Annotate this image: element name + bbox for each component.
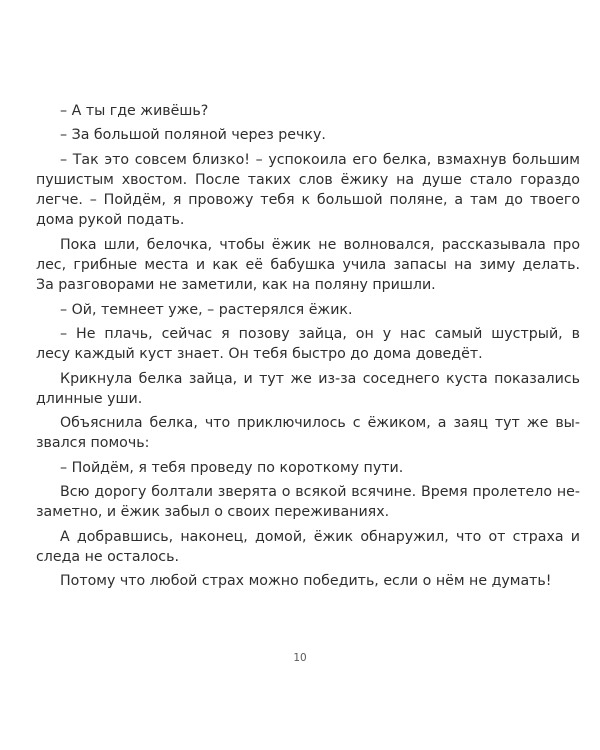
text-line: дома рукой подать. (36, 212, 185, 229)
text-line: Потому что любой страх можно победить, если о нём не думать! (60, 573, 552, 590)
paragraph-6 (36, 324, 580, 365)
text-line: Объяснила белка, что приключилось с ёжиком, а заяц тут же вы- (60, 415, 580, 432)
text-line: длинные уши. (36, 390, 143, 407)
text-line: – Не плачь, сейчас я позову зайца, он у нас самый шустрый, в (60, 325, 580, 342)
text-line: За разговорами не заметили, как на поляну пришли. (36, 277, 436, 294)
paragraph-1 (36, 101, 580, 121)
paragraph-11 (36, 527, 580, 568)
text-line: – За большой поляной через речку. (60, 127, 326, 144)
text-line: заметно, и ёжик забыл о своих переживаниях. (36, 504, 390, 521)
paragraph-5 (36, 300, 580, 320)
text-line: Крикнула белка зайца, и тут же из-за соседнего куста показались (60, 370, 580, 387)
story-text (36, 101, 580, 592)
text-line: звался помочь: (36, 435, 150, 452)
text-line: – А ты где живёшь? (60, 103, 209, 119)
text-line: следа не осталось. (36, 548, 179, 565)
paragraph-12 (36, 571, 580, 591)
text-line: лес, грибные места и как её бабушка учила запасы на зиму делать. (36, 257, 580, 274)
text-line: Всю дорогу болтали зверята о всякой всячине. Время пролетело не- (60, 484, 580, 501)
text-line: – Пойдём, я тебя проведу по короткому пути. (60, 459, 404, 476)
text-line: лесу каждый куст знает. Он тебя быстро до дома доведёт. (36, 346, 483, 363)
paragraph-7 (36, 369, 580, 410)
paragraph-4 (36, 235, 580, 296)
paragraph-2 (36, 125, 580, 145)
paragraph-9 (36, 458, 580, 478)
paragraph-3 (36, 150, 580, 231)
text-line: А добравшись, наконец, домой, ёжик обнаружил, что от страха и (60, 528, 580, 545)
text-line: Пока шли, белочка, чтобы ёжик не волновался, рассказывала про (60, 236, 580, 253)
paragraph-8 (36, 413, 580, 454)
text-line: легче. – Пойдём, я провожу тебя к большой поляне, а там до твоего (36, 192, 580, 209)
text-line: пушистым хвостом. После таких слов ёжику на душе стало гораздо (36, 171, 580, 188)
text-line: – Так это совсем близко! – успокоила его белка, взмахнув большим (60, 151, 580, 168)
page-number: 10 (293, 652, 307, 664)
paragraph-10 (36, 482, 580, 523)
text-line: – Ой, темнеет уже, – растерялся ёжик. (60, 301, 353, 318)
